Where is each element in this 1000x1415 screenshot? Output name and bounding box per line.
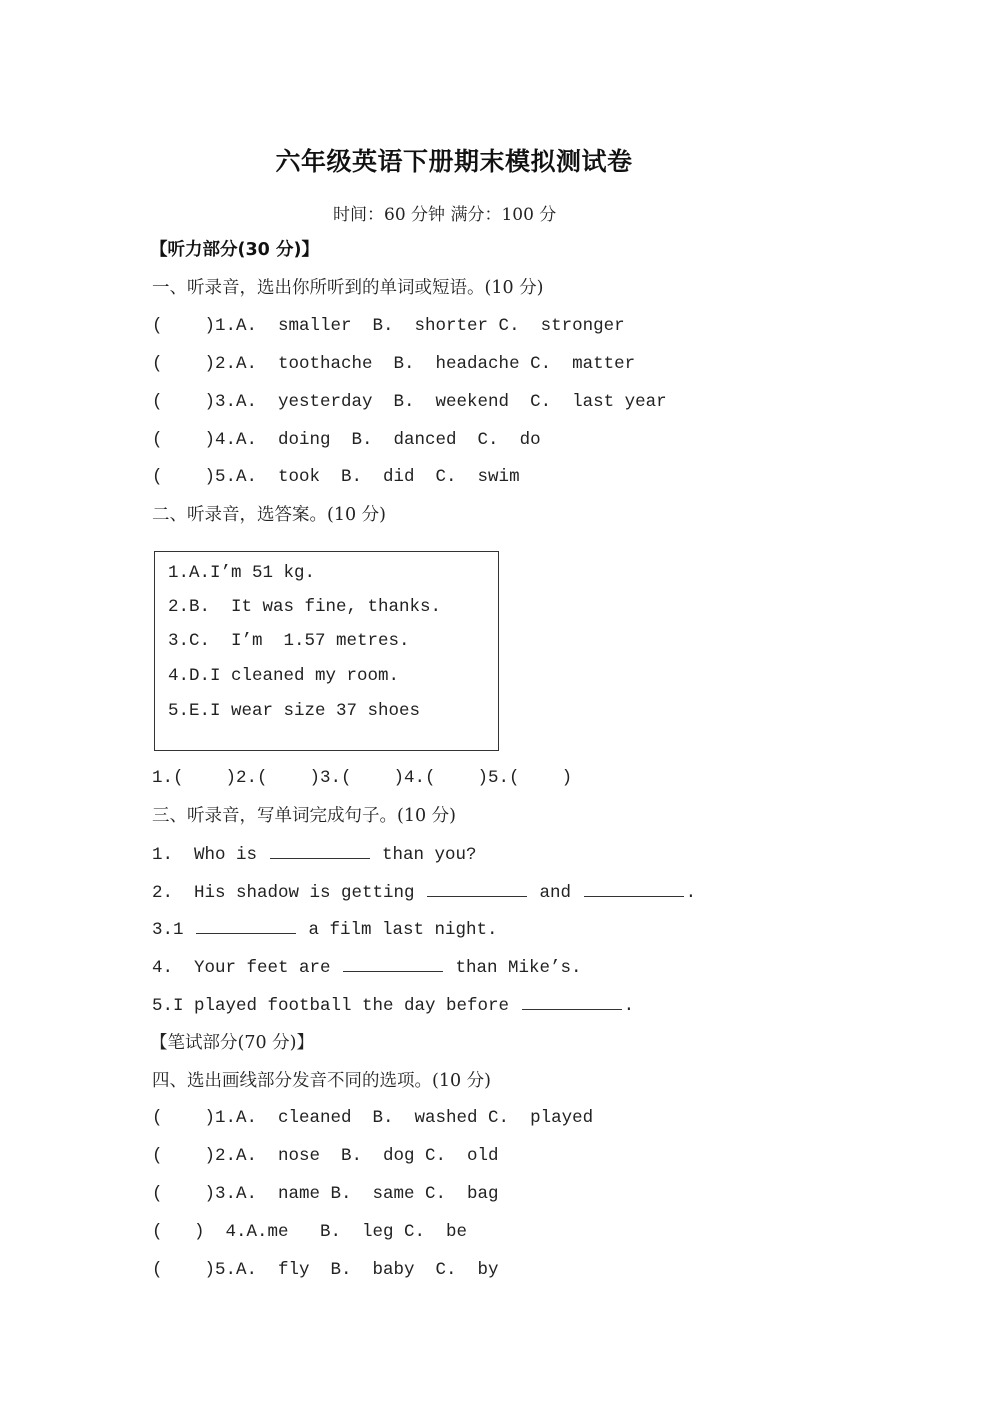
sentence-start: 4. Your feet are	[152, 958, 342, 978]
document-title: 六年级英语下册期末模拟测试卷	[275, 147, 633, 176]
section4-item-5	[152, 1258, 499, 1282]
fill-blank[interactable]	[270, 842, 370, 859]
sentence-end: than you?	[371, 845, 477, 865]
answer-paren[interactable]: ( )	[152, 354, 216, 374]
section4-heading: 四、选出画线部分发音不同的选项。(10 分)	[152, 1071, 491, 1091]
answer-paren[interactable]: ( )	[152, 392, 216, 412]
section4-item-4	[152, 1220, 467, 1244]
section2-heading: 二、听录音，选答案。(10 分)	[152, 505, 386, 525]
fill-blank[interactable]	[343, 955, 443, 972]
sentence-end: .	[623, 996, 635, 1016]
section2-answer-line[interactable]: 1.( )2.( )3.( )4.( )5.( )	[152, 768, 573, 788]
box-option-5: 5.E.I wear size 37 shoes	[168, 701, 421, 721]
question-text: 1.A. smaller B. shorter C. stronger	[215, 316, 625, 336]
section1-item-2	[152, 352, 635, 376]
answer-paren[interactable]: ( )	[152, 1146, 216, 1166]
question-text: 3.A. name B. same C. bag	[215, 1184, 499, 1204]
section4-item-1	[152, 1106, 593, 1130]
sentence-middle: and	[529, 883, 582, 903]
answer-paren[interactable]: ( )	[152, 316, 216, 336]
section1-heading: 一、听录音，选出你所听到的单词或短语。(10 分)	[152, 278, 544, 298]
section3-item-2	[152, 880, 696, 905]
section1-item-3	[152, 390, 667, 414]
section3-item-4	[152, 955, 582, 980]
writing-part-heading: 【笔试部分(70 分)】	[150, 1033, 314, 1053]
answer-options-box	[154, 551, 499, 751]
box-option-3: 3.C. I’m 1.57 metres.	[168, 631, 410, 651]
fill-blank[interactable]	[427, 880, 527, 897]
question-text: 2.A. nose B. dog C. old	[215, 1146, 499, 1166]
section3-item-5	[152, 993, 634, 1018]
answer-paren[interactable]: ( )	[152, 1184, 216, 1204]
listening-part-heading: 【听力部分(30 分)】	[150, 240, 319, 260]
section1-item-5	[152, 465, 520, 489]
sentence-start: 2. His shadow is getting	[152, 883, 426, 903]
section3-item-1	[152, 842, 477, 867]
fill-blank[interactable]	[196, 917, 296, 934]
question-text: 4.A.me B. leg C. be	[204, 1222, 468, 1242]
section4-item-3	[152, 1182, 499, 1206]
section3-item-3	[152, 917, 498, 942]
section4-item-2	[152, 1144, 499, 1168]
question-text: 1.A. cleaned B. washed C. played	[215, 1108, 594, 1128]
box-option-1: 1.A.I’m 51 kg.	[168, 563, 316, 583]
answer-paren[interactable]: ( )	[152, 467, 216, 487]
question-text: 5.A. fly B. baby C. by	[215, 1260, 499, 1280]
section3-heading: 三、听录音，写单词完成句子。(10 分)	[152, 806, 456, 826]
sentence-start: 5.I played football the day before	[152, 996, 520, 1016]
section1-item-4	[152, 428, 541, 452]
section1-item-1	[152, 314, 625, 338]
document-subtitle: 时间：60 分钟 满分：100 分	[333, 205, 557, 225]
sentence-end: .	[685, 883, 697, 903]
question-text: 3.A. yesterday B. weekend C. last year	[215, 392, 667, 412]
answer-paren[interactable]: ( )	[152, 1222, 205, 1242]
question-text: 4.A. doing B. danced C. do	[215, 430, 541, 450]
sentence-start: 1. Who is	[152, 845, 268, 865]
fill-blank[interactable]	[522, 993, 622, 1010]
question-text: 5.A. took B. did C. swim	[215, 467, 520, 487]
fill-blank[interactable]	[584, 880, 684, 897]
sentence-end: a film last night.	[298, 920, 498, 940]
box-option-4: 4.D.I cleaned my room.	[168, 666, 400, 686]
answer-paren[interactable]: ( )	[152, 430, 216, 450]
box-option-2: 2.B. It was fine, thanks.	[168, 597, 442, 617]
answer-paren[interactable]: ( )	[152, 1108, 216, 1128]
question-text: 2.A. toothache B. headache C. matter	[215, 354, 636, 374]
sentence-end: than Mike’s.	[445, 958, 582, 978]
answer-paren[interactable]: ( )	[152, 1260, 216, 1280]
sentence-start: 3.1	[152, 920, 195, 940]
